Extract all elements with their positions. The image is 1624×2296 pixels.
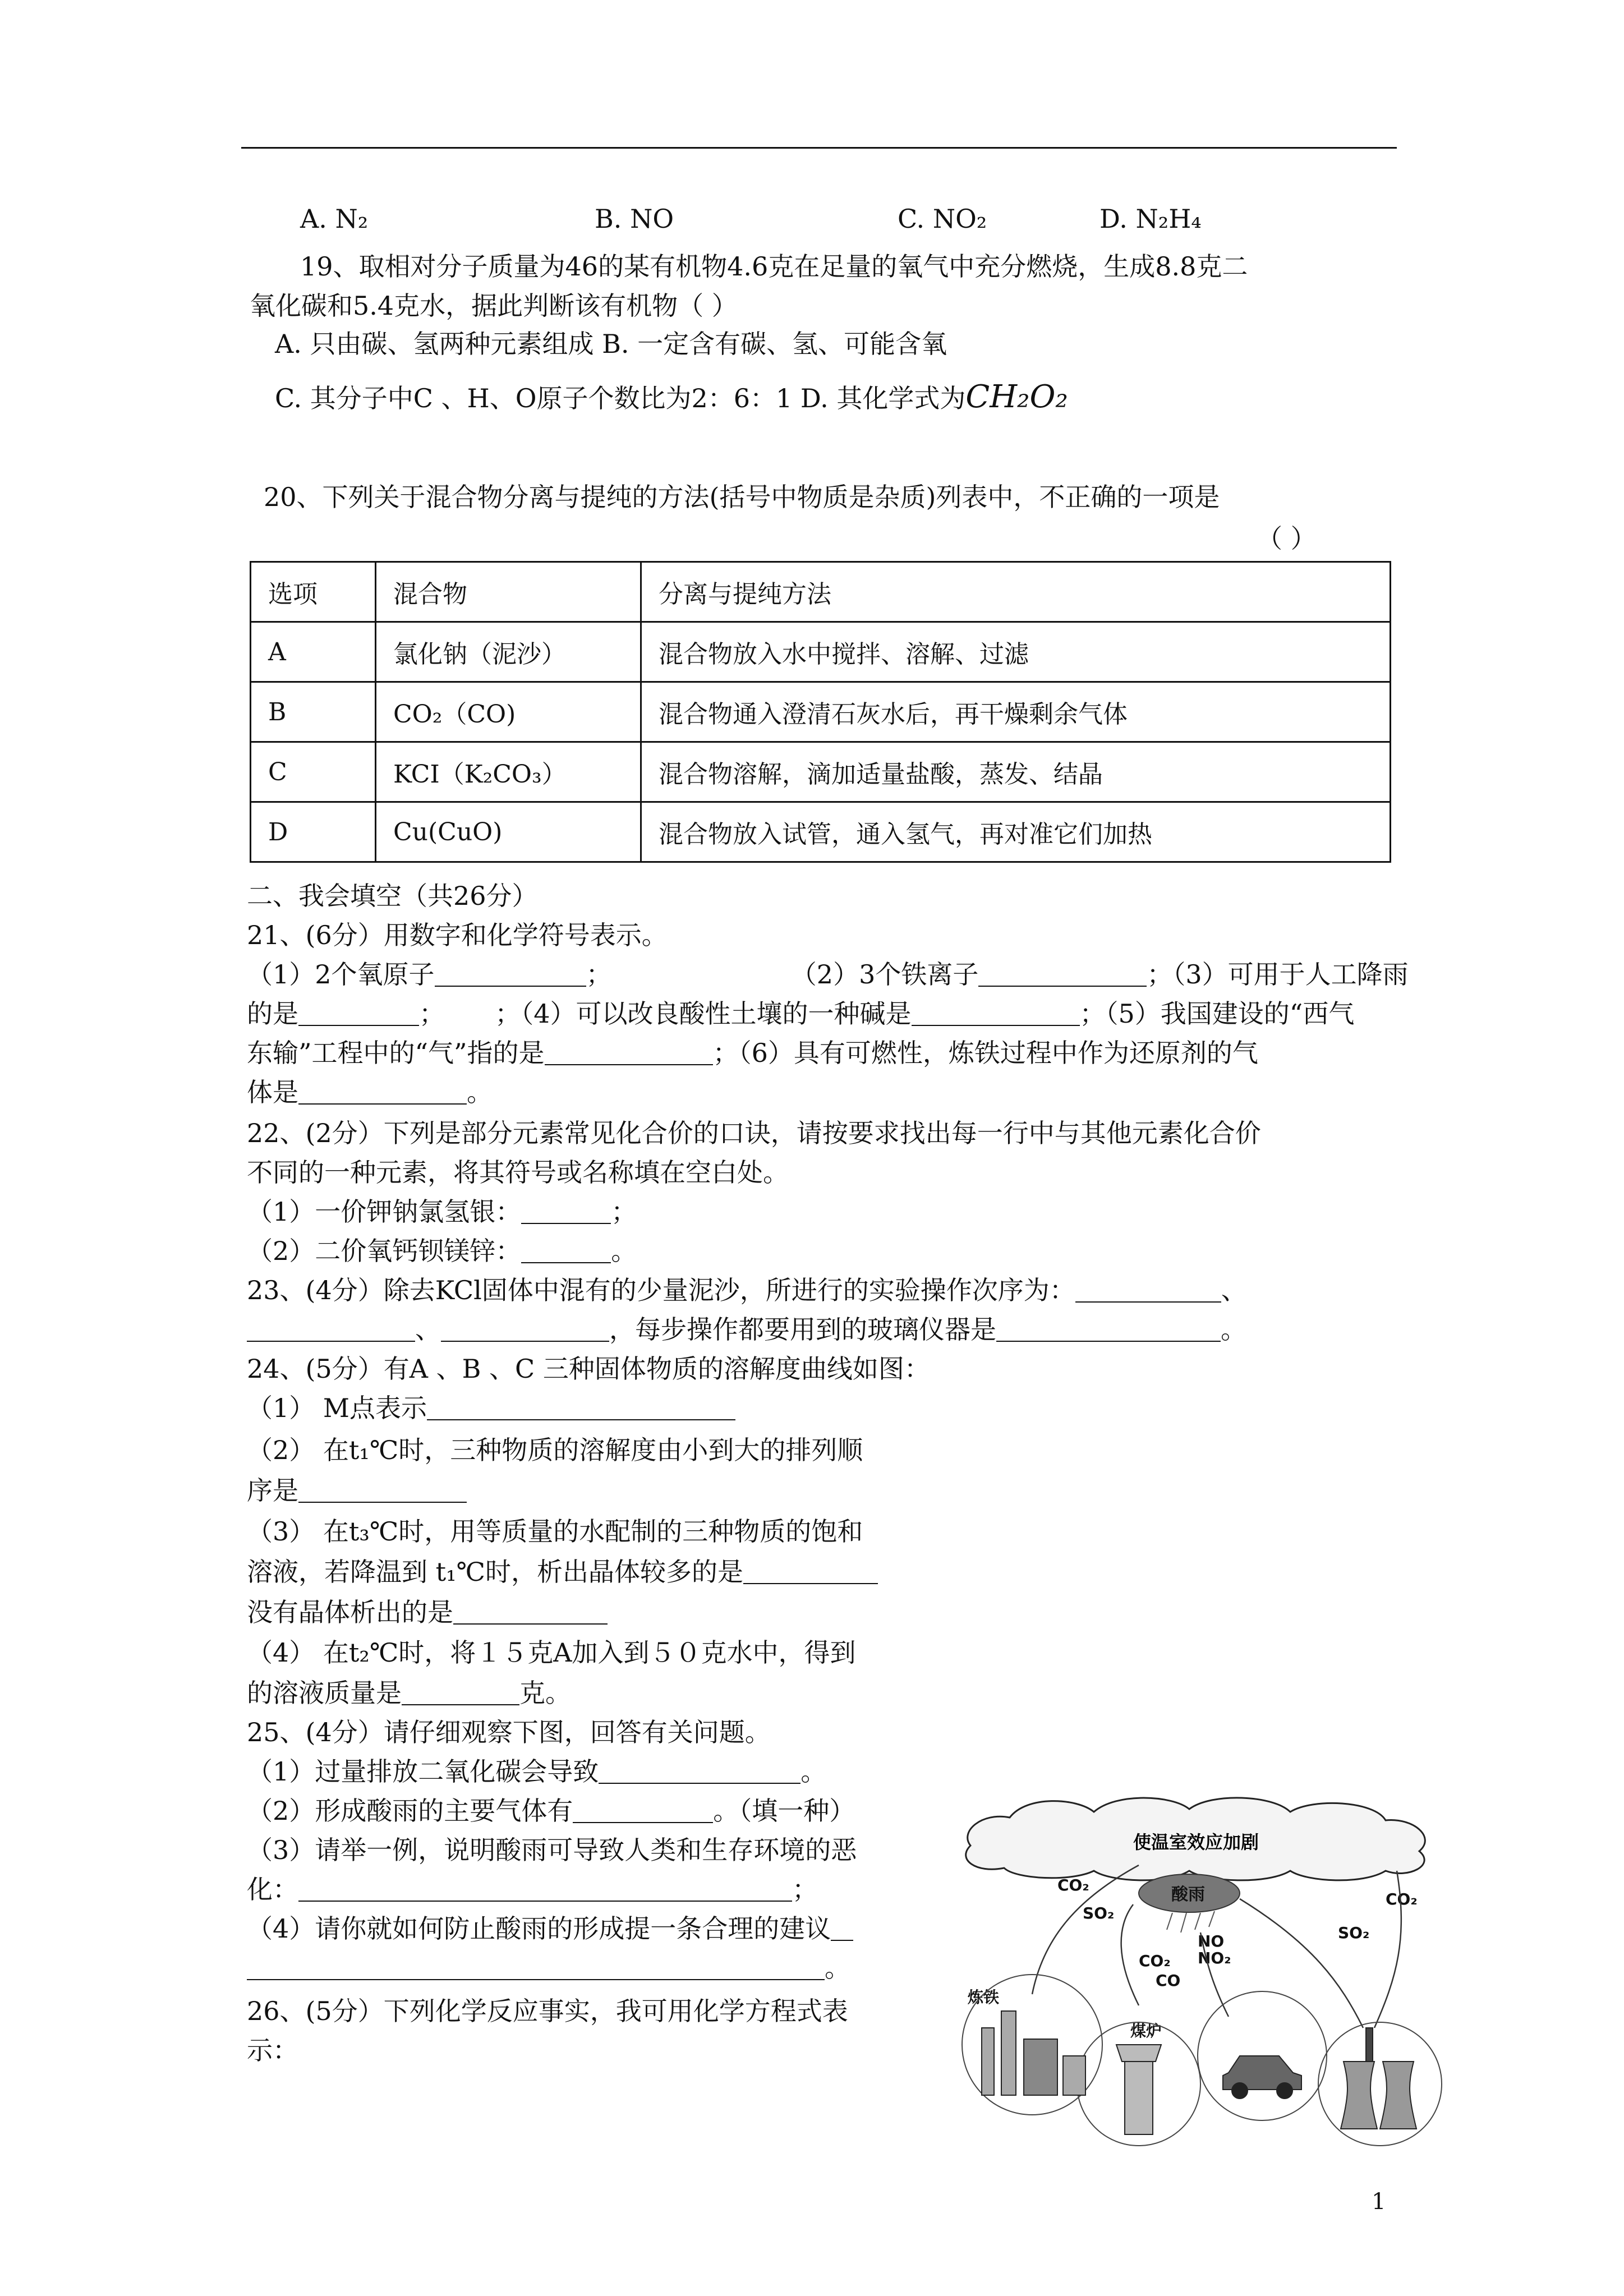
table-cell: 氯化钠（泥沙） — [376, 622, 641, 682]
table-cell: 混合物溶解，滴加适量盐酸，蒸发、结晶 — [641, 742, 1391, 802]
acid-rain-label: 酸雨 — [1171, 1885, 1205, 1904]
q21-blank-6[interactable] — [298, 1079, 467, 1105]
iron-works-icon — [982, 2011, 1085, 2095]
q21-blank-2[interactable] — [978, 961, 1147, 987]
acid-rain-diagram — [948, 1792, 1453, 2151]
q18-option-c: C. NO₂ — [898, 204, 987, 234]
furnace-label: 煤炉 — [1130, 2022, 1162, 2040]
q24-item1: （1） M点表示 — [247, 1391, 735, 1425]
q25-blank-3[interactable] — [298, 1876, 792, 1902]
table-cell: 混合物放入试管，通入氢气，再对准它们加热 — [641, 802, 1391, 862]
co-label: CO — [1156, 1971, 1181, 1990]
q19-option-a: A. 只由碳、氢两种元素组成 B. 一定含有碳、氢、可能含氧 — [275, 329, 947, 359]
table-row — [251, 802, 1391, 862]
q18-option-a: A. N₂ — [300, 204, 369, 234]
q23-blank-3[interactable] — [441, 1316, 609, 1342]
q25-blank-4a[interactable] — [831, 1915, 853, 1941]
q25-title: 25、(4分）请仔细观察下图，回答有关问题。 — [247, 1717, 771, 1747]
header-rule — [241, 147, 1397, 149]
q23-blank-2[interactable] — [247, 1316, 415, 1342]
power-plant-icon — [1341, 2028, 1416, 2129]
q25-blank-2[interactable] — [573, 1797, 713, 1823]
table-row — [251, 742, 1391, 802]
q21-line2: 的是 ； ；（4）可以改良酸性土壤的一种碱是 ；（5）我国建设的“西气 — [247, 999, 1355, 1029]
q20-line1: 20、下列关于混合物分离与提纯的方法(括号中物质是杂质)列表中，不正确的一项是 — [264, 482, 1220, 512]
q24-blank-3[interactable] — [743, 1558, 878, 1584]
q21-blank-1[interactable] — [435, 961, 586, 987]
car-icon — [1223, 2056, 1301, 2099]
q25-blank-4b[interactable] — [247, 1954, 825, 1980]
q24-item3c: 没有晶体析出的是 — [247, 1595, 608, 1629]
q19-line2: 氧化碳和5.4克水，据此判断该有机物（ ） — [250, 291, 738, 321]
q24-blank-4[interactable] — [453, 1599, 608, 1625]
q21-line3: 东输”工程中的“气”指的是 ；（6）具有可燃性，炼铁过程中作为还原剂的气 — [247, 1038, 1258, 1068]
q23-blank-4[interactable] — [996, 1316, 1221, 1342]
q20-answer-paren: （ ） — [1257, 523, 1317, 554]
q22-item1: （1）一价钾钠氯氢银： ； — [247, 1197, 637, 1227]
table-cell: C — [251, 742, 376, 802]
q24-item3a: （3） 在t₃℃时，用等质量的水配制的三种物质的饱和 — [247, 1516, 863, 1547]
q24-blank-1[interactable] — [427, 1395, 735, 1420]
page-number: 1 — [1372, 2189, 1386, 2215]
table-header-cell: 选项 — [251, 562, 376, 622]
q20-options-table — [250, 561, 1391, 863]
table-header-cell: 混合物 — [376, 562, 641, 622]
q25-item3a: （3）请举一例，说明酸雨可导致人类和生存环境的恶 — [247, 1835, 857, 1865]
table-cell: Cu(CuO) — [376, 802, 641, 862]
q22-blank-2[interactable] — [521, 1237, 611, 1263]
q21-blank-3[interactable] — [298, 1000, 419, 1026]
q24-title: 24、(5分）有A 、B 、C 三种固体物质的溶解度曲线如图： — [247, 1354, 930, 1384]
q25-item4-cont: 。 — [247, 1951, 850, 1985]
q21-blank-4[interactable] — [912, 1000, 1080, 1026]
q24-item2b: 序是 — [247, 1474, 467, 1507]
co2-left-label: CO₂ — [1057, 1876, 1089, 1894]
no2-label: NO₂ — [1198, 1949, 1231, 1967]
q24-blank-2[interactable] — [298, 1477, 467, 1503]
table-header-cell: 分离与提纯方法 — [641, 562, 1391, 622]
q23-line1: 23、(4分）除去KCl固体中混有的少量泥沙，所进行的实验操作次序为： 、 — [247, 1275, 1247, 1305]
table-row — [251, 682, 1391, 742]
cloud-label: 使温室效应加剧 — [1133, 1832, 1259, 1853]
rain-lines — [1167, 1911, 1214, 1932]
q26-line2: 示： — [247, 2035, 298, 2065]
q23-line2: 、 ，每步操作都要用到的玻璃仪器是 。 — [247, 1313, 1246, 1346]
q21-blank-5[interactable] — [545, 1039, 713, 1065]
table-cell: B — [251, 682, 376, 742]
q24-blank-5[interactable] — [402, 1680, 519, 1705]
q25-item1: （1）过量排放二氧化碳会导致 。 — [247, 1756, 827, 1787]
q19-option-cd: C. 其分子中C 、H、O原子个数比为2：6：1 D. 其化学式为CH₂O₂ — [275, 379, 1068, 415]
table-row — [251, 622, 1391, 682]
coal-furnace-icon — [1116, 2045, 1161, 2134]
so2-left-label: SO₂ — [1083, 1904, 1115, 1922]
table-cell: A — [251, 622, 376, 682]
section-2-heading: 二、我会填空（共26分） — [247, 881, 538, 911]
q25-blank-1[interactable] — [599, 1758, 801, 1784]
table-cell: 混合物放入水中搅拌、溶解、过滤 — [641, 622, 1391, 682]
table-cell: 混合物通入澄清石灰水后，再干燥剩余气体 — [641, 682, 1391, 742]
q19-line1: 19、取相对分子质量为46的某有机物4.6克在足量的氧气中充分燃烧，生成8.8克二 — [300, 251, 1248, 282]
table-header-row — [251, 562, 1391, 622]
q25-item2: （2）形成酸雨的主要气体有 。（填一种） — [247, 1796, 855, 1826]
so2-right-label: SO₂ — [1338, 1924, 1370, 1942]
q18-option-d: D. N₂H₄ — [1099, 204, 1202, 234]
q25-item3b: 化： ； — [247, 1874, 818, 1904]
q21-title: 21、(6分）用数字和化学符号表示。 — [247, 920, 668, 950]
q25-item4: （4）请你就如何防止酸雨的形成提一条合理的建议 — [247, 1912, 853, 1945]
q21-line1: （1）2个氧原子 ； （2）3个铁离子 ；（3）可用于人工降雨 — [247, 959, 1409, 990]
q22-line1: 22、(2分）下列是部分元素常见化合价的口诀，请按要求找出每一行中与其他元素化合价 — [247, 1118, 1261, 1148]
q22-blank-1[interactable] — [521, 1198, 611, 1224]
q22-line2: 不同的一种元素，将其符号或名称填在空白处。 — [247, 1157, 789, 1188]
table-cell: KCI（K₂CO₃） — [376, 742, 641, 802]
q24-item4b: 的溶液质量是 克。 — [247, 1678, 571, 1708]
q24-item4a: （4） 在t₂℃时，将１５克A加入到５０克水中，得到 — [247, 1637, 856, 1668]
iron-label: 炼铁 — [968, 1988, 1000, 2007]
table-cell: CO₂（CO) — [376, 682, 641, 742]
q21-line4: 体是 。 — [247, 1077, 493, 1107]
q24-item2a: （2） 在t₁℃时，三种物质的溶解度由小到大的排列顺 — [247, 1435, 863, 1465]
q24-item3b: 溶液，若降温到 t₁℃时，析出晶体较多的是 — [247, 1555, 878, 1589]
q23-blank-1[interactable] — [1075, 1277, 1221, 1303]
co2-mid-label: CO₂ — [1139, 1952, 1171, 1970]
co2-right-label: CO₂ — [1386, 1890, 1418, 1908]
q26-line1: 26、(5分）下列化学反应事实，我可用化学方程式表 — [247, 1996, 848, 2026]
q22-item2: （2）二价氧钙钡镁锌： 。 — [247, 1236, 637, 1266]
q19-formula: CH₂O₂ — [965, 379, 1068, 415]
table-cell: D — [251, 802, 376, 862]
q18-option-b: B. NO — [595, 204, 674, 234]
no-label: NO — [1198, 1932, 1225, 1950]
